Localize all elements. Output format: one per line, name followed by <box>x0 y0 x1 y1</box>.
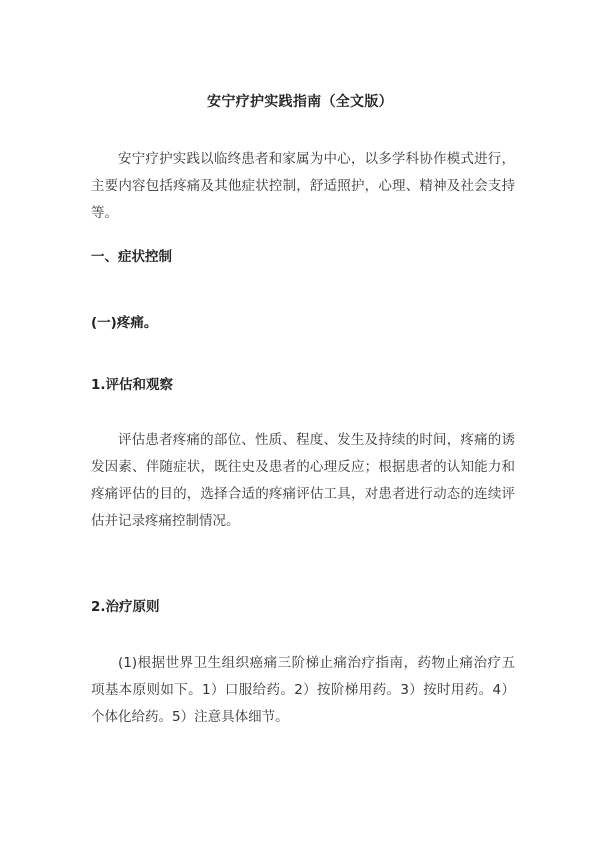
document-title: 安宁疗护实践指南（全文版） <box>207 94 393 110</box>
section-heading-symptom-control: 一、症状控制 <box>91 249 172 265</box>
item-heading-assessment: 1.评估和观察 <box>91 377 174 393</box>
assessment-paragraph: 评估患者疼痛的部位、性质、程度、发生及持续的时间，疼痛的诱发因素、伴随症状，既往史及患者的心理反应；根据患者的认知能力和疼痛评估的目的，选择合适的疼痛评估工具，对患者进行动态的连续评估并记录疼痛控制情况。 <box>91 432 515 529</box>
treatment-principles-paragraph: (1)根据世界卫生组织癌痛三阶梯止痛治疗指南，药物止痛治疗五项基本原则如下。1）口服给药。2）按阶梯用药。3）按时用药。4）个体化给药。5）注意具体细节。 <box>91 655 515 725</box>
subsection-heading-pain: (一)疼痛。 <box>91 315 158 331</box>
intro-paragraph: 安宁疗护实践以临终患者和家属为中心，以多学科协作模式进行，主要内容包括疼痛及其他症状控制，舒适照护，心理、精神及社会支持等。 <box>91 151 515 221</box>
item-heading-treatment-principles: 2.治疗原则 <box>91 599 160 615</box>
